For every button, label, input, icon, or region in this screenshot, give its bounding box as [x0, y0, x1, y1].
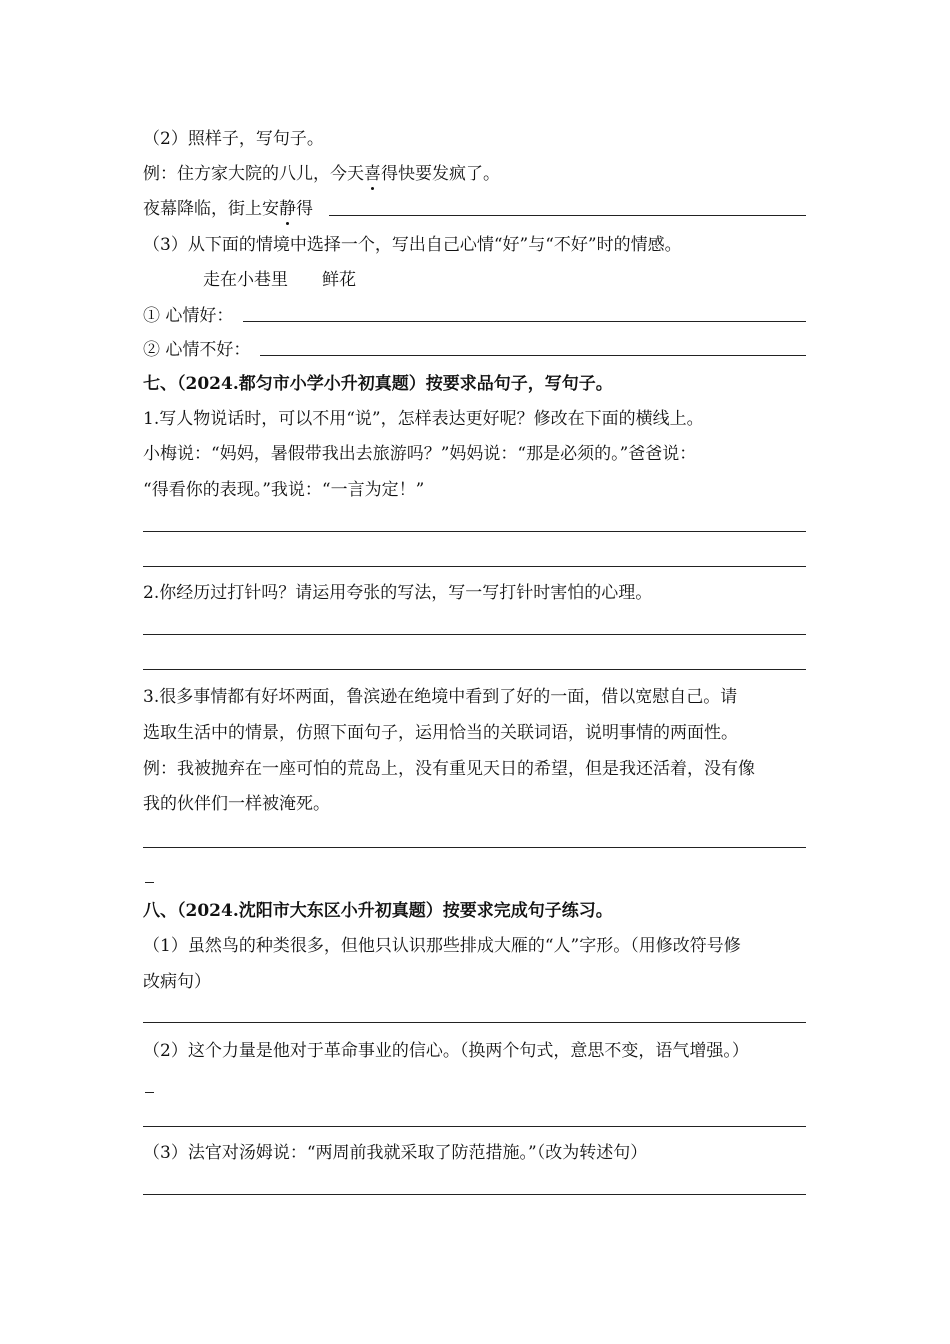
q6-2-answer-line[interactable] — [329, 215, 806, 216]
q8-3-line1: （3）法官对汤姆说：“两周前我就采取了防范措施。”（改为转述句） — [143, 1143, 648, 1163]
q7-3-answer-dash — [145, 882, 154, 883]
q6-2-example-dotted-char: 喜 — [364, 164, 381, 184]
q7-3-answer-line[interactable] — [143, 847, 806, 848]
q6-2-title: （2）照样子，写句子。 — [143, 129, 324, 149]
q8-2-answer-line[interactable] — [143, 1126, 806, 1127]
q7-3-line4: 我的伙伴们一样被淹死。 — [143, 794, 330, 814]
q6-3-option-flowers: 鲜花 — [322, 270, 356, 290]
q7-1-line2: 小梅说：“妈妈，暑假带我出去旅游吗？”妈妈说：“那是必须的。”爸爸说： — [143, 444, 697, 464]
q6-2-prompt-dotted-char: 静 — [279, 199, 296, 219]
q6-2-prompt-part1: 夜幕降临，街上安 — [143, 199, 279, 219]
q6-2-example — [143, 163, 500, 185]
q7-3-line3: 例：我被抛弃在一座可怕的荒岛上，没有重见天日的希望，但是我还活着，没有像 — [143, 759, 755, 779]
q7-1-answer-line-1[interactable] — [143, 531, 806, 532]
q6-3-title: （3）从下面的情境中选择一个，写出自己心情“好”与“不好”时的情感。 — [143, 235, 682, 255]
q6-2-prompt — [143, 198, 313, 220]
q7-2-answer-line-1[interactable] — [143, 634, 806, 635]
q8-2-answer-dash — [145, 1092, 154, 1093]
q6-3-bad-mood-label: ② 心情不好： — [143, 340, 251, 360]
q6-3-bad-mood-answer-line[interactable] — [260, 355, 806, 356]
q6-2-example-part2: 得快要发疯了。 — [381, 164, 500, 184]
q8-3-answer-line[interactable] — [143, 1194, 806, 1195]
q6-3-good-mood-label: ① 心情好： — [143, 306, 234, 326]
q7-2-line1: 2.你经历过打针吗？请运用夸张的写法，写一写打针时害怕的心理。 — [143, 583, 653, 603]
q7-1-answer-line-2[interactable] — [143, 566, 806, 567]
section7-heading: 七、（2024.都匀市小学小升初真题）按要求品句子，写句子。 — [143, 374, 613, 394]
q8-2-line1: （2）这个力量是他对于革命事业的信心。（换两个句式，意思不变，语气增强。） — [143, 1041, 749, 1061]
q7-1-line3: “得看你的表现。”我说：“一言为定！” — [143, 480, 425, 500]
q7-2-answer-line-2[interactable] — [143, 669, 806, 670]
q7-3-line1: 3.很多事情都有好坏两面，鲁滨逊在绝境中看到了好的一面，借以宽慰自己。请 — [143, 687, 738, 707]
q7-3-line2: 选取生活中的情景，仿照下面句子，运用恰当的关联词语，说明事情的两面性。 — [143, 723, 738, 743]
section8-heading: 八、（2024.沈阳市大东区小升初真题）按要求完成句子练习。 — [143, 901, 613, 921]
q8-1-line2: 改病句） — [143, 972, 211, 992]
q6-3-options — [203, 269, 356, 291]
q6-2-example-part1: 例：住方家大院的八儿，今天 — [143, 164, 364, 184]
q6-3-option-alley: 走在小巷里 — [203, 270, 288, 290]
q6-3-good-mood-answer-line[interactable] — [243, 321, 806, 322]
q8-1-line1: （1）虽然鸟的种类很多，但他只认识那些排成大雁的“人”字形。（用修改符号修 — [143, 936, 741, 956]
q7-1-line1: 1.写人物说话时，可以不用“说”，怎样表达更好呢？修改在下面的横线上。 — [143, 409, 704, 429]
q8-1-answer-line[interactable] — [143, 1022, 806, 1023]
q6-2-prompt-part2: 得 — [296, 199, 313, 219]
